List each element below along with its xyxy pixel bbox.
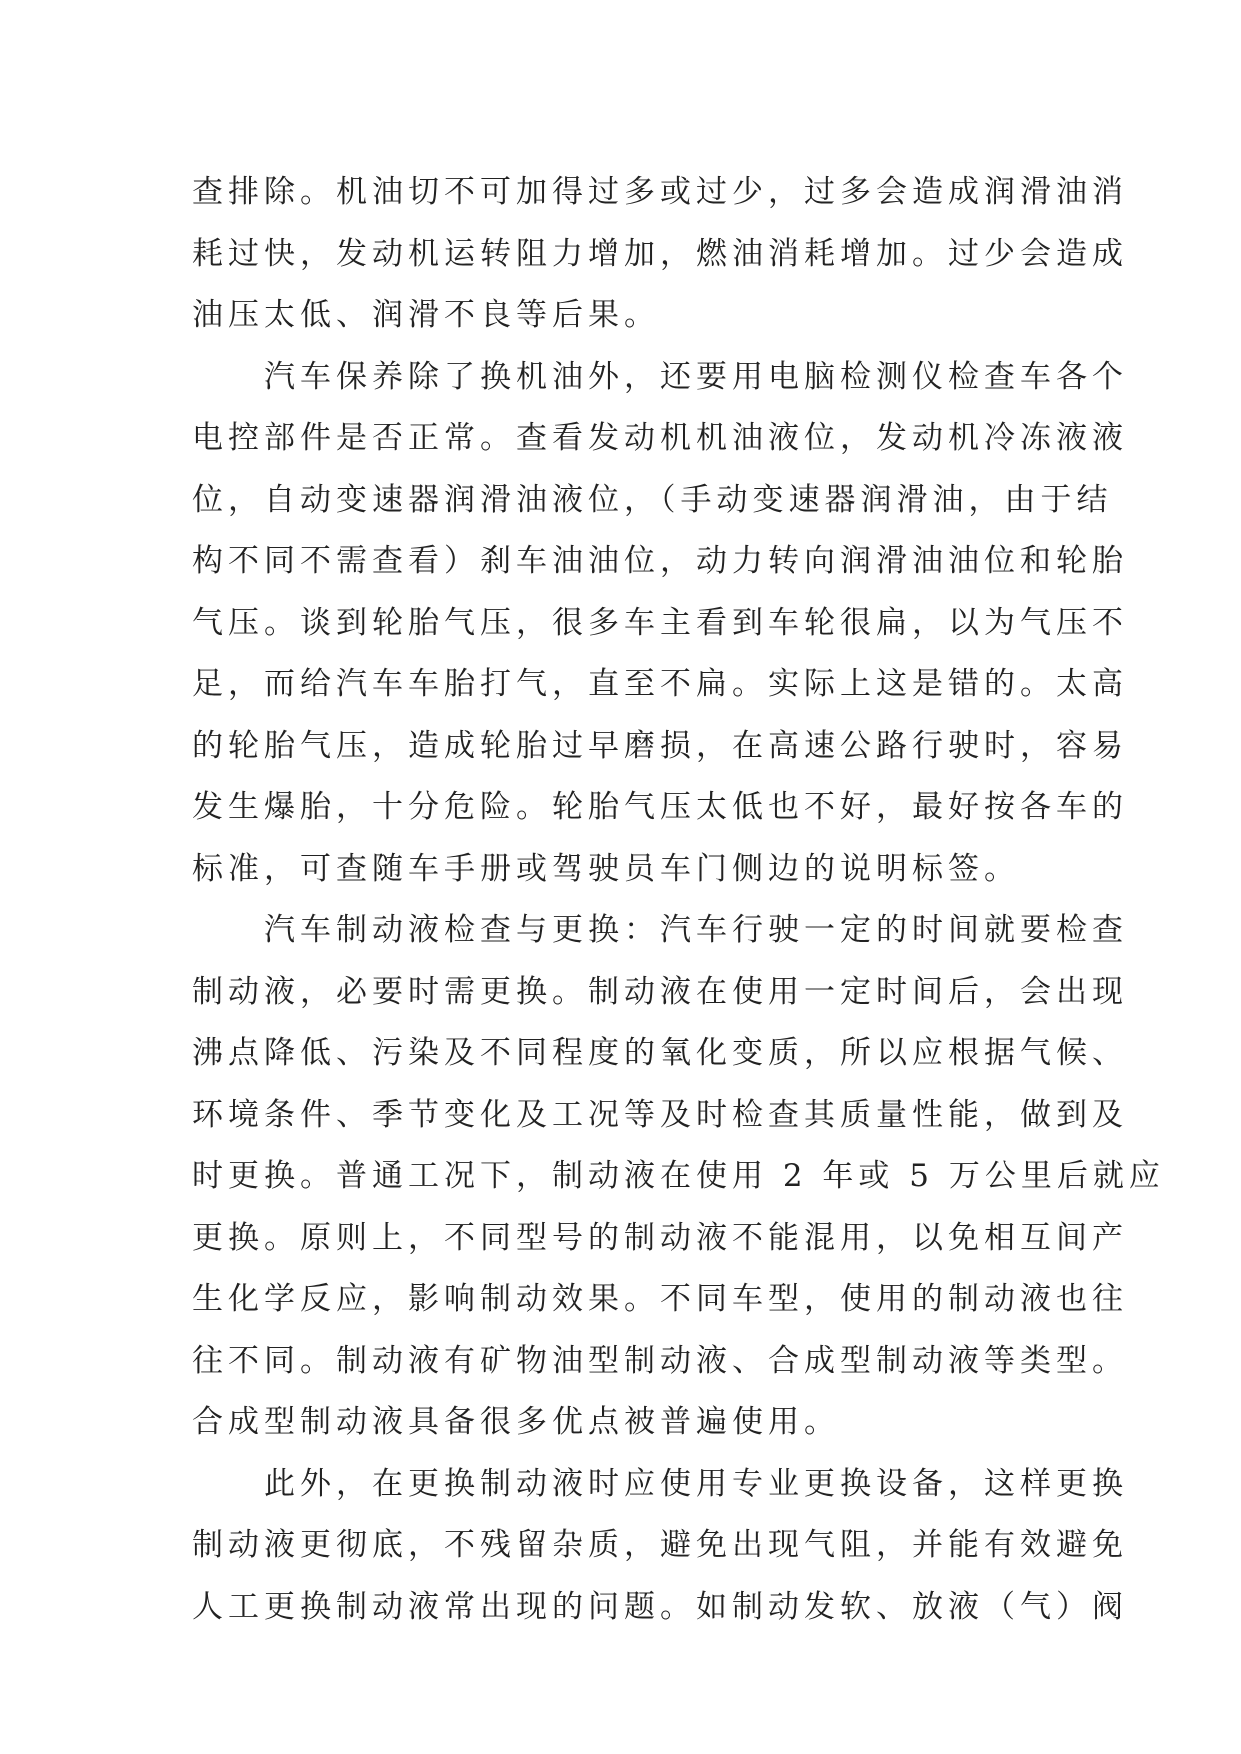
- text-line: 生化学反应，影响制动效果。不同车型，使用的制动液也往: [192, 1281, 1128, 1317]
- text-line: 汽车制动液检查与更换：汽车行驶一定的时间就要检查: [192, 912, 1128, 948]
- text-line: 耗过快，发动机运转阻力增加，燃油消耗增加。过少会造成: [192, 235, 1128, 272]
- text-line: 人工更换制动液常出现的问题。如制动发软、放液（气）阀: [192, 1588, 1128, 1625]
- text-line: 沸点降低、污染及不同程度的氧化变质，所以应根据气候、: [192, 1035, 1128, 1071]
- text-line: 合成型制动液具备很多优点被普遍使用。: [192, 1404, 840, 1440]
- text-line: 查排除。机油切不可加得过多或过少，过多会造成润滑油消: [192, 174, 1128, 210]
- text-line: 足，而给汽车车胎打气，直至不扁。实际上这是错的。太高: [192, 666, 1128, 702]
- text-line: 标准，可查随车手册或驾驶员车门侧边的说明标签。: [192, 850, 1020, 887]
- text-line: 往不同。制动液有矿物油型制动液、合成型制动液等类型。: [192, 1342, 1128, 1379]
- text-line: 电控部件是否正常。查看发动机机油液位，发动机冷冻液液: [192, 420, 1128, 456]
- text-line: 构不同不需查看）刹车油油位，动力转向润滑油油位和轮胎: [192, 543, 1128, 579]
- text-line: 的轮胎气压，造成轮胎过早磨损，在高速公路行驶时，容易: [192, 727, 1128, 764]
- text-line: 更换。原则上，不同型号的制动液不能混用，以免相互间产: [192, 1219, 1128, 1256]
- text-line: 时更换。普通工况下，制动液在使用 2 年或 5 万公里后就应: [192, 1158, 1165, 1194]
- text-line: 气压。谈到轮胎气压，很多车主看到车轮很扁，以为气压不: [192, 604, 1128, 641]
- text-line: 制动液，必要时需更换。制动液在使用一定时间后，会出现: [192, 973, 1128, 1010]
- text-line: 汽车保养除了换机油外，还要用电脑检测仪检查车各个: [192, 358, 1128, 395]
- text-line: 发生爆胎，十分危险。轮胎气压太低也不好，最好按各车的: [192, 789, 1128, 825]
- text-line: 油压太低、润滑不良等后果。: [192, 297, 660, 333]
- text-line: 此外，在更换制动液时应使用专业更换设备，这样更换: [192, 1465, 1128, 1502]
- text-line: 位，自动变速器润滑油液位，（手动变速器润滑油，由于结: [192, 481, 1113, 518]
- text-line: 环境条件、季节变化及工况等及时检查其质量性能，做到及: [192, 1096, 1128, 1133]
- body-text: [192, 162, 1165, 1638]
- text-line: 制动液更彻底，不残留杂质，避免出现气阻，并能有效避免: [192, 1527, 1128, 1563]
